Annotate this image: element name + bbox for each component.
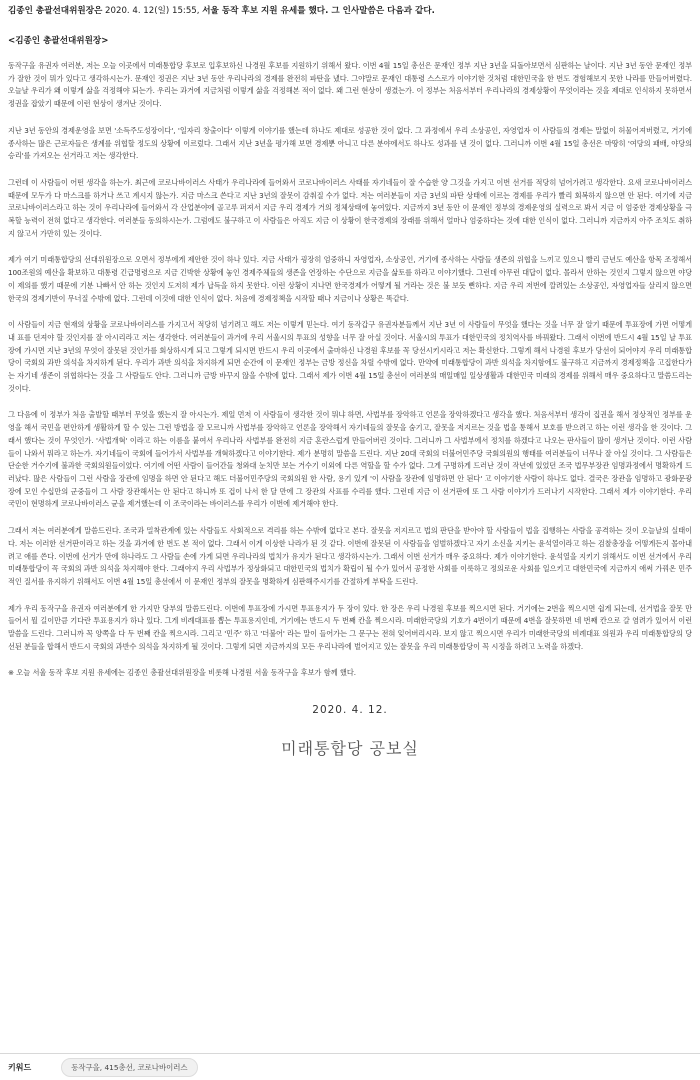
headline-bold-lead: 김종인 총괄선대위원장은 <box>8 6 103 16</box>
keyword-tag[interactable]: 동작구을, 415총선, 코로나바이러스 <box>61 1058 197 1077</box>
keyword-label: 키워드 <box>8 1062 32 1072</box>
release-date: 2020. 4. 12. <box>312 704 388 717</box>
speech-paragraph: 그래서 저는 여러분에게 말씀드린다. 조국과 밀착관계에 있는 사람들도 사회적으로 격리를 하는 수밖에 없다고 본다. 잘못을 저지르고 법의 판단을 받아야 할 사람들이 법을 집행하는 사람을 공격하는 것이 오늘날의 실태이다. 저는 이러한 선거판이라고 하는 것을 과거에 한 번도 본 적이 없다. 그래서 이게 이상한 나라가 된 것 같다. 이번에 잘못된 이 사람들을 엄벌하겠다고 자기 소신을 지키는 윤석열이라고 하는 검찰총장을 어떻게든지 몰아내려고 애를 쓴다. 이번에 선거가 만에 하나라도 그 사람들 손에 가게 되면 우리나라의 법치가 유지가 된다고 생각하시는가. 그래서 이번 선거가 매우 중요하다. 제가 이야기한다. 윤석열을 지키기 위해서도 이번 선거에서 우리 미래통합당이 꼭 국회의 과반 의석을 차지해야 한다. 그래야지 우리 사법부가 정상화되고 대한민국의 법치가 확립이 될 수가 있어서 공정한 사회를 이룩하고 정의로운 사회를 일으키고 대한민국에 지금까지 애써 가꿔온 민주적인 질서를 유지하기 위해서도 이번 4월 15일 총선에서 이 문재인 정부의 잘못을 명확하게 심판해주시기를 간절하게 부탁을 드린다. <box>8 526 692 586</box>
speech-paragraph: 제가 여기 미래통합당의 선대위원장으로 오면서 정부에게 제안한 것이 하나 있다. 지금 사태가 굉장히 엄중하니 자영업자, 소상공인, 거기에 종사하는 사람들 생존의 위협을 느끼고 있으니 빨리 금년도 예산을 항목 조정해서 100조원의 예산을 확보하고 대통령 긴급명령으로 지금 긴박한 상황에 놓인 경제주체들의 생존을 연장하는 수단으로 지금을 삶토를 하라고 이야기했다. 그런데 아무런 대답이 없다. 몰라서 안하는 것인지 그렇지 않으면 야당이 제의를 했기 때문에 기분 나빠서 안 하는 것인지 도저히 제가 납득을 하지 못한다. 이런 상황이 지나면 한국경제가 어떻게 될 거라는 것은 불 보듯 뻔하다. 지금 우리 저번에 깔려있는 소상공인, 자영업자들 살리지 않으면 한국의 경제기반이 무너질 수밖에 없다. 그런데 이것에 대한 인식이 없다. 처음에 경제정책을 시작할 때나 지금이나 상황은 똑같다. <box>8 255 692 303</box>
speech-paragraph: 지난 3년 동안의 경제운영을 보면 '소득주도성장이다', '일자리 창출이다' 이렇게 이야기를 했는데 하나도 제대로 성공한 것이 없다. 그 과정에서 우리 소상공인, 자영업자 이 사람들의 경제는 말없이 허물어져버렸고, 거기에 종사하는 많은 근로자들은 생계를 위협할 정도의 상황에 이르렀다. 그래서 지난 3년을 평가해 보면 경제뿐 아니고 다른 분야에서도 하나도 성과를 낸 것이 없다. 그러니까 이번 4월 15일 총선은 마땅히 '여당의 패배, 야당의 승리'를 가져오는 선거라고 저는 생각한다. <box>8 125 692 161</box>
headline-date-time: 2020. 4. 12(일) 15:55, <box>102 6 203 16</box>
keyword-bar <box>0 1053 700 1080</box>
speech-paragraph: 동작구을 유권자 여러분, 저는 오늘 이곳에서 미래통합당 후보로 입후보하신 나경원 후보를 지원하기 위해서 왔다. 이번 4월 15일 총선은 문재인 정부 지난 3년을 되돌아보면서 심판하는 날이다. 지난 3년 동안 문재인 정부가 잘한 것이 뭐가 있다고 생각하시는가. 문재인 정권은 지난 3년 동안 우리나라의 경제를 완전히 파탄을 냈다. 그야말로 문재인 대통령 스스로가 이야기한 것처럼 대한민국을 한 번도 경험해보지 못한 나라를 만들어버렸다. 오늘날 우리가 왜 이렇게 삶을 걱정해야 되는가. 우리는 과거에 지금처럼 이렇게 삶을 걱정해본 적이 없다. 왜 그런 현상이 생겼는가. 이 정부는 처음서부터 우리나라의 경제상황이 무엇이라는 것을 제대로 인식하지 못하면서 정권을 잡았기 때문에 이런 현상이 생겨난 것이다. <box>8 61 692 109</box>
attendance-note: ※ 오늘 서울 동작 후보 지원 유세에는 김종인 총괄선대위원장을 비롯해 나경원 서울 동작구을 후보가 함께 했다. <box>8 668 357 678</box>
headline-bold-tail: 서울 동작 후보 지원 유세를 했다. 그 인사말씀은 다음과 같다. <box>202 6 435 16</box>
speech-paragraph: 이 사람들이 지금 현재의 상황을 코로나바이러스를 가지고서 적당히 넘기려고 해도 저는 이렇게 믿는다. 여기 동작갑구 유권자분들께서 지난 3년 이 사람들이 무엇을 했다는 것을 너무 잘 알기 때문에 투표장에 가면 어떻게 내 표를 던져야 할 것인지를 잘 아시리라고 저는 생각한다. 여러분들이 과거에 우리 서울시의 투표의 성향을 너무 잘 아실 것이다. 서울시의 투표가 대한민국의 정치역사를 바꿔왔다. 그래서 이번에 반드시 4월 15일 날 투표장에 가시면 지난 3년의 무엇이 잘못된 것인가를 회상하시게 되고 그렇게 되시면 반드시 우리 이곳에서 출마하신 나경원 후보를 꼭 당선시키시라고 저는 확신한다. 그렇게 해서 나경원 후보가 당선이 되어야지 우리 미래통합당이 국회의 과반 의석을 차지하게 된다. 우리가 과반 의석을 차지하게 되면 순간에 이 문재인 정부는 금방 정신을 차릴 수밖에 없다. 만약에 미래통합당이 과반 의석을 차지함에도 불구하고 지금까지 경제정책을 고집한다가는 자기네 생존이 위협하다는 것을 그 사람들도 안다. 그러니까 금방 바꾸지 않을 수밖에 없다. 그래서 제가 이번 4월 15일 총선이 여러분의 매일매일 일상생활과 대한민국 미래의 경제를 위해서 매우 중요하다고 말씀드리는 것이다. <box>8 320 692 393</box>
speech-paragraph: 그 다음에 이 정부가 처음 출발할 때부터 무엇을 했는지 잘 아시는가. 제일 먼저 이 사람들이 생각한 것이 뭐냐 하면, 사법부를 장악하고 언론을 장악하겠다고 생각을 했다. 처음서부터 생각이 집권을 해서 정상적인 정부를 운영을 해서 국민을 편안하게 생활하게 할 수 있는 그런 방법을 잘 모르니까 사법부를 장악하고 언론을 장악해서 자기네들의 잘못을 숨기고, 잘못을 저지르는 것을 법을 통해서 보호를 받으려고 하는 이런 생각을 한 것이다. 그래서 했다는 것이 무엇인가. '사법개혁' 이라고 하는 이름을 붙여서 우리나라 사법부를 완전히 지금 혼란스럽게 만들어버린 것이다. 그러니까 그 사법부에서 정치를 하겠다고 나오는 판사들이 많이 생겨난 것이다. 이런 사람들이 나와서 뭐라고 하는가. 자기네들이 국회에 들어가서 사법부를 개혁하겠다고 이야기한다. 제가 분명히 말씀을 드린다. 지난 20대 국회의 더불어민주당 국회의원의 행태를 여러분들이 너무나 잘 아실 것이다. 그 사람들은 단순한 거수기에 불과한 국회의원들이었다. 여기에 어떤 사람이 들어간들 청와대 눈치만 보는 거수기 이외에 다른 역할을 할 수가 없다. 그게 구명하게 드러난 것이 작년에 있었던 조국 법무부장관 임명과정에서 명확하게 드러났다. 많은 사람들이 그런 사람을 장관에 임명을 하면 안 된다고 해도 더불어민주당의 국회의원 한 사람, 용기 있게 '이 사람을 장관에 임명하면 안 된다' 고 이야기한 사람이 하나도 없다. 결국은 장관을 임명하고 광화문광장에 모인 수십만의 군중들이 그 사람 장관해서는 안 된다고 하니까 또 겁이 나서 한 달 만에 그 장관의 사표를 수리를 했다. 그런데 지금 이 선거판에 또 그 사람 이야기가 드러나기 시작한다. 그래서 제가 이야기한다. 우리 국민이 현명하게 코로나바이러스 균을 제거했는데 이 조국이라는 바이러스를 우리가 이번에 제거해야 한다. <box>8 410 692 509</box>
headline <box>8 4 692 18</box>
issuing-office: 미래통합당 공보실 <box>281 739 419 759</box>
speech-paragraph: 제가 우리 동작구을 유권자 여러분에게 한 가지만 당부의 말씀드린다. 이번에 투표장에 가시면 투표용지가 두 장이 있다. 한 장은 우리 나경원 후보를 찍으시면 된다. 거기에는 2번을 찍으시면 쉽게 되는데, 선거법을 잘못 만들어서 뭘 길이만큼 기다란 투표용지가 하나 있다. 그게 비례대표를 뽑는 투표용지인데, 거기에는 반드시 두 번째 칸을 찍으시라. 미래한국당의 기호가 4번이기 때문에 4번을 잘못하면 네 번째 칸으로 갈 염려가 있어서 이런 말씀을 드린다. 그러니까 꼭 양쪽을 다 두 번째 칸을 찍으시라. 그리고 '민주' 하고 '더불어' 라는 말이 들어가는 그 문구는 전혀 잊어버리시라. 보지 않고 찍으시면 우리가 미래한국당의 비례대표 의원과 우리 미래통합당의 당선된 분들을 합해서 반드시 국회의 과반수 의석을 차지하게 될 것이다. 그렇게 되면 지금까지의 모든 우리나라에 벌어지고 있는 잘못을 우리 미래통합당이 꼭 시정을 하려고 노력을 하겠다. <box>8 603 692 651</box>
speech-paragraph: 그런데 이 사람들이 어떤 생각을 하는가. 최근에 코로나바이러스 사태가 우리나라에 들어와서 코로나바이러스 사태를 자기네들이 잘 수습한 양 그것을 가지고 이번 선거를 적당히 넘어가려고 생각한다. 요새 코로나바이러스 때문에 모두가 다 마스크를 하거나 쓰고 계시지 않는가. 지금 마스크 쓴다고 지난 3년의 잘못이 감춰질 수가 없다. 저는 여러분들이 지금 3년의 파탄 상태에 이르는 경제를 우리가 빨리 회복하지 않으면 안 된다. 여기에 지금 코로나바이러스라고 하는 것이 우리나라에 들어와서 각 산업분야에 골고루 퍼져서 지금 우리 경제가 거의 정체상태에 놓여있다. 지금까지 3년 동안 이 문재인 정부의 경제운영의 실력으로 봐서 지금 이 엄중한 경제상황을 극복할 능력이 전혀 없다고 생각한다. 여러분들 동의하시는가. 그럼에도 불구하고 이 사람들은 아직도 지금 이 상황이 한국경제의 장래를 위해서 얼마나 엄중하다는 것에 대한 인식이 없다. 그러니까 지금까지 아주 조치도 취하지 않고서 가만히 있는 것이다. <box>8 177 692 238</box>
speaker-subhead: <김종인 총괄선대위원장> <box>8 36 109 46</box>
